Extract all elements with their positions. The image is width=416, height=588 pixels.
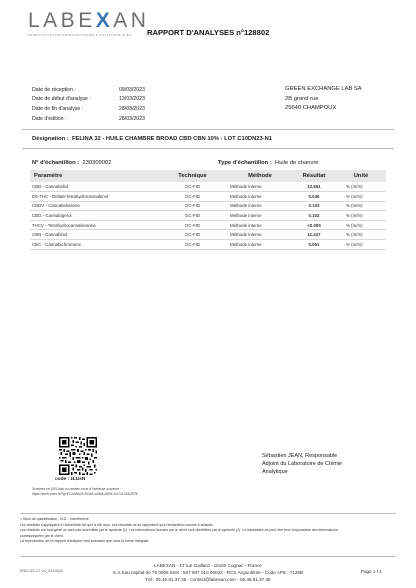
sample-type: Type d'échantillon : Huile de chanvre	[218, 160, 319, 166]
verification-link[interactable]: https://auth.ewro.fr/?g=ECA68A28-EDA5-4ADA-A836-52C1124A2FDE	[32, 492, 139, 496]
table-row: CBG - Cannabigerol GC-FID Méthode interne 0.102 % (m/m)	[30, 211, 386, 221]
logo-tagline: PRODUITS PHYTOPHARMACEUTIQUES & PHYTOCHIMIQUES	[28, 34, 132, 37]
designation-value: FELINA 32 - HUILE CHAMBRE BROAD CBD CBN 10% - LOT C10DN23-N1	[71, 136, 273, 142]
table-row: CBC - Cannabichromene GC-FID Méthode interne 0.051 % (m/m)	[30, 240, 386, 250]
col-header-methode: Méthode	[228, 170, 292, 182]
client-city: 25640 CHAMPOUX	[285, 105, 337, 112]
dates-block	[32, 85, 145, 123]
designation: Désignation : FELINA 32 - HUILE CHAMBRE BROAD CBD CBN 10% - LOT C10DN23-N1	[32, 136, 273, 142]
table-row: CBD - Cannabidiol GC-FID Méthode interne 12.651 % (m/m)	[30, 182, 386, 192]
table-row: THCV - Tetrahydrocannabivarine GC-FID Méthode interne <0.005 % (m/m)	[30, 220, 386, 230]
divider	[22, 148, 394, 149]
results-table	[30, 170, 386, 250]
divider	[20, 556, 396, 557]
client-street: 2B grand rue	[285, 95, 319, 102]
date-row: Date de début d'analyse : 13/03/2023	[32, 96, 145, 103]
signatory-role: Adjoint du Laboratoire de Chimie	[262, 461, 343, 467]
footer-contact: Tél : 05.45.81.37.35 - contact@labexan.com - 05.45.81.37.35	[145, 577, 271, 582]
table-row: D9-THC - Delta9-Tetrahydrocannabinol GC-FID Méthode interne 0.036 % (m/m)	[30, 192, 386, 202]
table-row: CBDV - Cannabidivarine GC-FID Méthode interne 0.103 % (m/m)	[30, 201, 386, 211]
divider	[20, 513, 396, 514]
date-row: Date de réception : 09/03/2023	[32, 86, 145, 93]
footer-legal: S.A.Sau capital de 75 000€ Siret : 527 807 010 00022 - RCS Angoulême - Code APE : 7120B	[112, 570, 304, 575]
client-name: GREEN EXCHANGE LAB SA	[285, 86, 362, 92]
client-address	[285, 85, 362, 114]
divider	[22, 129, 394, 130]
signatory-name: Sébastien JEAN, Responsable	[262, 453, 338, 459]
report-title: RAPPORT D'ANALYSES n°128802	[147, 28, 270, 37]
footer-address: LABEXAN - 17 rue Gaillard - 16100 Cognac - France	[154, 563, 262, 568]
labexan-logo	[28, 9, 150, 37]
document-reference: ENG-DS-27 V4_31/03/20	[20, 569, 63, 573]
date-row: Date de fin d'analyse : 28/03/2023	[32, 105, 145, 112]
legal-notes: < Seuil de quantification , N.D. : Interférence Les résultats s'appliquent à l'échantillon tel qu'il a été reçu. Les résultats ne se rapportent qu'à l'échantillon soumis à analyse. Les résultats sur fond grisé ne sont pas accrédités par le symbole (1). Les informations fournies par le client sont identifiées par le symbole (2). Le laboratoire ne peut être tenu responsable des informations communiquées par le client. La reproduction de ce rapport d'analyse n'est autorisée que sous la forme intégrale.	[20, 517, 338, 544]
logo-wordmark: LABEXAN	[28, 9, 150, 32]
date-row: Date d'édition : 28/03/2023	[32, 115, 145, 122]
signature-block	[262, 452, 342, 476]
sample-number: N° d'échantillon : 230309002	[32, 160, 112, 166]
qr-note: Scannez ce QRCode ou rendez-vous à l'adresse suivante : https://auth.ewro.fr/?g=ECA68A28-EDA5-4ADA-A836-52C1124A2FDE	[32, 487, 139, 496]
col-header-unite: Unité	[336, 170, 386, 182]
col-header-resultat: Résultat	[292, 170, 336, 182]
table-header-row	[30, 170, 386, 182]
table-row: CBN - Cannabinol GC-FID Méthode interne 11.447 % (m/m)	[30, 230, 386, 240]
signatory-role-cont: Analytique	[262, 469, 288, 475]
col-header-technique: Technique	[157, 170, 228, 182]
col-header-parametre: Paramètre	[30, 170, 157, 182]
qr-code-icon[interactable]	[59, 437, 97, 475]
qr-code-caption: code : zLUsN	[55, 477, 86, 482]
page-number: Page 1 / 1	[361, 569, 382, 574]
